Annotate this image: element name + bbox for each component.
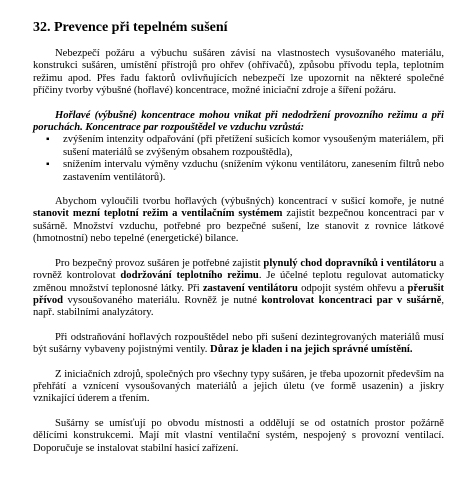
bullet-icon: ▪ xyxy=(46,134,50,146)
paragraph-ignition-sources: Z iniciačních zdrojů, společných pro všechny typy sušáren, je třeba upozornit především na přehřátí a vznícení vysoušovaných materiálů a jejich úletu (ve formě usazenin) a jiskry vznikající úderem a třením. xyxy=(33,368,444,405)
list-item: ▪ snížením intervalu výměny vzduchu (snížením výkonu ventilátoru, zanesením filtrů nebo zastavením ventilátorů). xyxy=(46,159,444,183)
bullet-icon: ▪ xyxy=(46,159,50,171)
section-heading: 32. Prevence při tepelném sušení xyxy=(33,20,228,35)
paragraph-prevention: Abychom vyloučili tvorbu hořlavých (výbušných) koncentrací v sušicí komoře, je nutné stanovit mezní teplotní režim a ventilačním systémem zajistit bezpečnou koncentraci par v sušárně. Množství vzduchu, potřebné pro bezpečné sušení, lze stanovit z rovnice látkové (hmotnostní) nebo tepelné (energetické) bilance. xyxy=(33,196,444,245)
paragraph-safety-valves: Při odstraňování hořlavých rozpouštědel nebo při sušení dezintegrovaných materiálů musí být sušárny vybaveny pojistnými ventily. Důraz je kladen i na jejich správné umístění. xyxy=(33,331,444,356)
paragraph-concentration-lead: Hořlavé (výbušné) koncentrace mohou vnikat při nedodržení provozního režimu a při poruchách. Koncentrace par rozpouštědel ve vzduchu vzrůstá: xyxy=(33,109,444,134)
paragraph-intro: Nebezpečí požáru a výbuchu sušáren závisí na vlastnostech vysušovaného materiálu, konstrukci sušáren, umístění přístrojů pro ohřev (ohřívačů), způsobu přívodu tepla, teplotním režimu apod. Přes řadu faktorů ovlivňujících nebezpečí lze upozornit na některé společné příčiny tvorby výbušné (hořlavé) koncentrace, možné iniciační zdroje a šíření požáru. xyxy=(33,48,444,97)
paragraph-placement: Sušárny se umísťují po obvodu místnosti a oddělují se od ostatních prostor požárně dělícími konstrukcemi. Mají mít vlastní ventilační systém, nespojený s provozní ventilací. Doporučuje se instalovat stabilní hasicí zařízení. xyxy=(33,417,444,454)
cause-list xyxy=(33,134,444,184)
list-item: ▪ zvýšením intenzity odpařování (při přetížení sušicích komor vysoušeným materiálem, při sušení materiálů se zvýšeným obsahem rozpouštědla), xyxy=(46,134,444,158)
paragraph-safe-operation: Pro bezpečný provoz sušáren je potřebné zajistit plynulý chod dopravníků i ventilátoru a rovněž kontrolovat dodržování teplotního režimu. Je účelné teplotu regulovat automaticky změnou množství teplonosné látky. Při zastavení ventilátoru odpojit systém ohřevu a přerušit přívod vysoušovaného materiálu. Rovněž je nutné kontrolovat koncentraci par v sušárně, např. stabilními analyzátory. xyxy=(33,257,445,319)
